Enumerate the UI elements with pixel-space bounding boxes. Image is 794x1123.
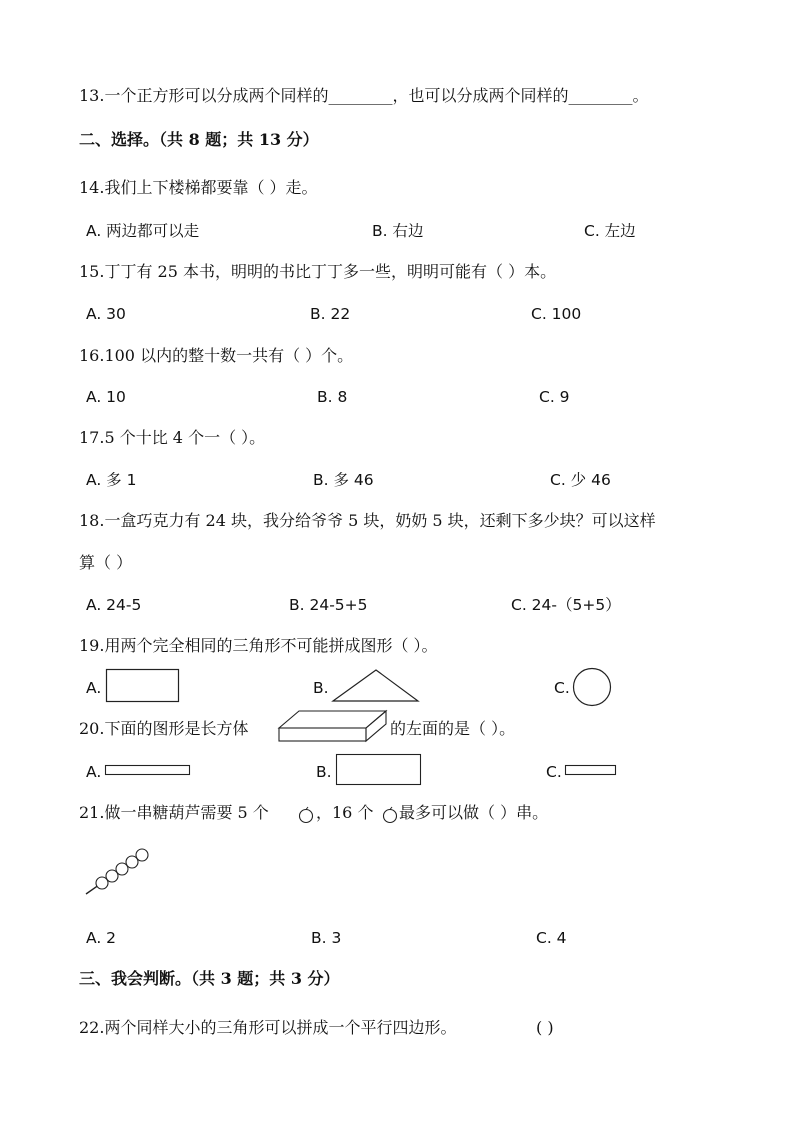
section-2-heading: 二、选择。（共 8 题；共 13 分）: [79, 130, 319, 149]
small-rectangle-figure: [565, 765, 617, 777]
question-18-text-line2: 算（ ）: [79, 553, 133, 572]
question-19-text: 19.用两个完全相同的三角形不可能拼成图形（ ）。: [79, 636, 438, 655]
circle-figure: [572, 667, 612, 707]
q16-option-c: C. 9: [539, 388, 570, 406]
question-20-text-before: 20.下面的图形是长方体: [79, 719, 249, 738]
q20-option-a: A.: [86, 763, 102, 781]
question-21-text-part3: 最多可以做（ ）串。: [399, 803, 549, 822]
q14-option-c: C. 左边: [584, 222, 636, 240]
large-rectangle-figure: [336, 754, 422, 786]
triangle-figure: [332, 669, 420, 703]
q18-option-c: C. 24-（5+5）: [511, 596, 621, 614]
thin-long-rectangle-figure: [105, 765, 191, 777]
q19-option-c: C.: [554, 679, 570, 697]
rectangle-figure: [106, 669, 180, 703]
q19-option-b: B.: [313, 679, 329, 697]
cuboid-figure: [278, 710, 388, 744]
question-21-text-part2: ，16 个: [316, 803, 374, 822]
q21-option-a: A. 2: [86, 929, 117, 947]
q14-option-b: B. 右边: [372, 222, 424, 240]
question-17-text: 17.5 个十比 4 个一（ ）。: [79, 428, 266, 447]
question-20-text-after: 的左面的是（ ）。: [390, 719, 516, 738]
question-14-text: 14.我们上下楼梯都要靠（ ）走。: [79, 178, 318, 197]
question-16-text: 16.100 以内的整十数一共有（ ）个。: [79, 346, 354, 365]
section-3-heading: 三、我会判断。（共 3 题；共 3 分）: [79, 969, 340, 988]
question-18-text-line1: 18.一盒巧克力有 24 块，我分给爷爷 5 块，奶奶 5 块，还剩下多少块？可以这样: [79, 511, 656, 530]
hawthorn-fruit-icon: [381, 806, 399, 824]
q18-option-b: B. 24-5+5: [289, 596, 368, 614]
q16-option-b: B. 8: [317, 388, 348, 406]
q15-option-c: C. 100: [531, 305, 582, 323]
q20-option-c: C.: [546, 763, 562, 781]
question-15-text: 15.丁丁有 25 本书，明明的书比丁丁多一些，明明可能有（ ）本。: [79, 262, 557, 281]
hawthorn-fruit-icon: [297, 806, 315, 824]
q21-option-b: B. 3: [311, 929, 342, 947]
q18-option-a: A. 24-5: [86, 596, 142, 614]
q16-option-a: A. 10: [86, 388, 126, 406]
question-22-text: 22.两个同样大小的三角形可以拼成一个平行四边形。: [79, 1018, 457, 1037]
q19-option-a: A.: [86, 679, 102, 697]
question-21-text-part1: 21.做一串糖葫芦需要 5 个: [79, 803, 269, 822]
q17-option-b: B. 多 46: [313, 471, 374, 489]
q21-option-c: C. 4: [536, 929, 567, 947]
q17-option-c: C. 少 46: [550, 471, 611, 489]
candied-haws-skewer-icon: [84, 846, 156, 898]
q15-option-a: A. 30: [86, 305, 126, 323]
q15-option-b: B. 22: [310, 305, 351, 323]
q17-option-a: A. 多 1: [86, 471, 137, 489]
question-13-text: 13.一个正方形可以分成两个同样的________，也可以分成两个同样的________。: [79, 86, 649, 105]
q20-option-b: B.: [316, 763, 332, 781]
q14-option-a: A. 两边都可以走: [86, 222, 200, 240]
answer-parentheses: ( ): [536, 1018, 554, 1037]
